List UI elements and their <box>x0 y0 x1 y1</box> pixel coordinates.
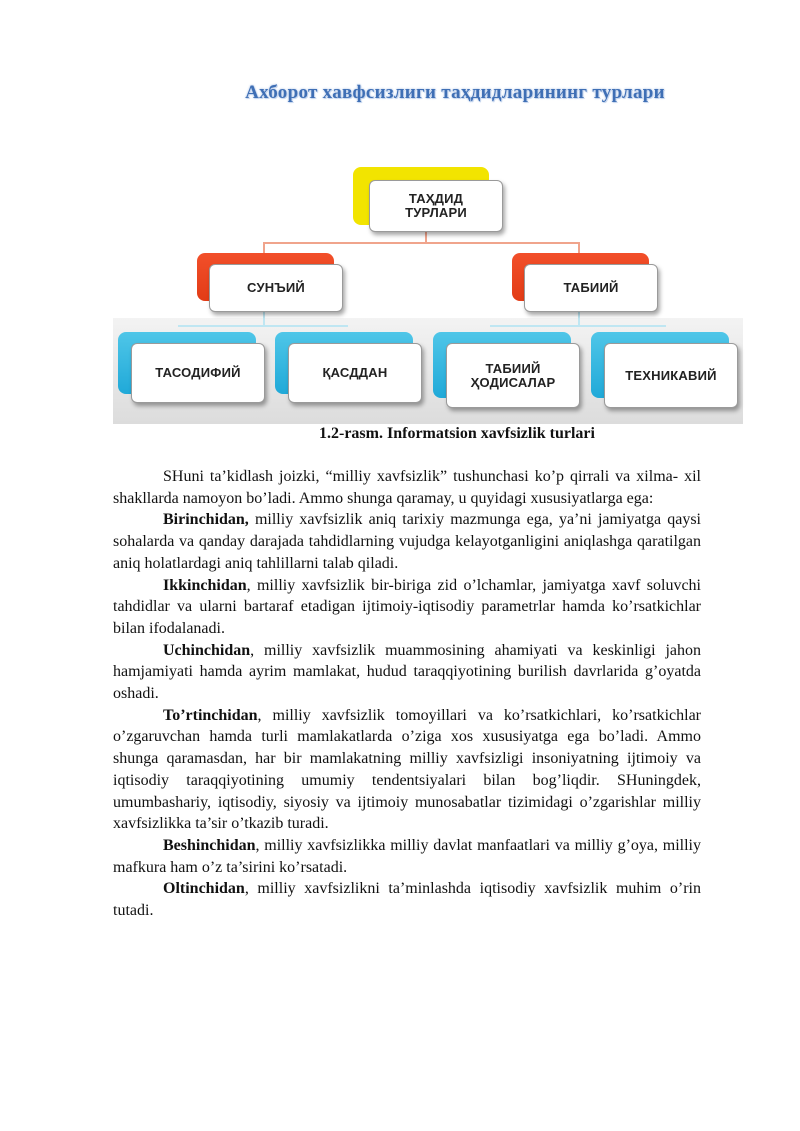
node-root-label: ТАҲДИД ТУРЛАРИ <box>369 180 503 232</box>
figure-caption: 1.2-rasm. Informatsion xavfsizlik turlari <box>319 425 595 442</box>
connector <box>578 312 580 326</box>
paragraph-text: milliy xavfsizlik aniq tarixiy mazmunga ega, ya’ni jamiyatga qaysi sohalarda va qanday darajada tahdidlarning vujudga kelayotganligini aniqlashga qaratilgan aniq holatlardagi aniq tahlillarni talab qiladi. <box>113 511 701 572</box>
connector <box>178 325 348 327</box>
figure-title: Ахборот хавфсизлиги таҳдидларининг турлари <box>245 82 665 103</box>
paragraph <box>113 705 701 835</box>
paragraph-text: , milliy xavfsizlik bir-biriga zid o’lchamlar, jamiyatga xavf soluvchi tahdidlar va ularni bartaraf etadigan ijtimoiy-iqtisodiy parametrlar hamda ko’rsatkichlar bilan ifodalanadi. <box>113 576 701 637</box>
node-intentional-label: ҚАСДДАН <box>288 343 422 403</box>
paragraph-lead: Oltinchidan <box>163 880 245 898</box>
connector <box>490 325 666 327</box>
body-text <box>113 466 701 922</box>
connector <box>263 242 580 244</box>
paragraph-text: , milliy xavfsizlik muammosining ahamiyati va keskinligi jahon hamjamiyati hamda ayrim mamlakat, hudud taraqqiyotining burilish davrlarida g’oyatda oshadi. <box>113 641 701 703</box>
paragraph-lead: Birinchidan, <box>163 511 249 529</box>
paragraph <box>113 878 701 921</box>
node-accidental-label: ТАСОДИФИЙ <box>131 343 265 403</box>
paragraph-text: , milliy xavfsizlik tomoyillari va ko’rsatkichlari, ko’rsatkichlar o’zgaruvchan hamda turli mamlakatlarda o’ziga xos xususiyatga ega bo’ladi. Ammo shunga qaramasdan, har bir mamlakatning milliy xavfsizligi insoniyatning ijtimoiy va iqtisodiy taraqqiyotining umumiy tendentsiyalari bilan bog’liqdir. SHuningdek, umumbashariy, iqtisodiy, siyosiy va ijtimoiy munosabatlar tizimidagi o’zgarishlar milliy xavfsizlikka ta’sir o’tkazib turadi. <box>113 706 701 833</box>
paragraph <box>113 509 701 574</box>
paragraph-lead: To’rtinchidan <box>163 706 258 724</box>
paragraph-lead: Beshinchidan <box>163 836 256 854</box>
paragraph-text: , milliy xavfsizlikka milliy davlat manfaatlari va milliy g’oya, milliy mafkura ham o’z ta’sirini ko’rsatadi. <box>113 836 701 876</box>
paragraph-lead: Uchinchidan <box>163 641 251 659</box>
paragraph-text: SHuni ta’kidlash joizki, “milliy xavfsizlik” tushunchasi ko’p qirrali va xilma- xil shakllarda namoyon bo’ladi. Ammo shunga qaramay, u quyidagi xususiyatlarga ega: <box>113 468 701 507</box>
node-natural-events-label: ТАБИИЙ ҲОДИСАЛАР <box>446 343 580 408</box>
paragraph <box>113 575 701 640</box>
paragraph-text: , milliy xavfsizlikni ta’minlashda iqtisodiy xavfsizlik muhim o’rin tutadi. <box>113 880 701 920</box>
paragraph <box>113 640 701 705</box>
paragraph <box>113 835 701 878</box>
paragraph <box>113 466 701 509</box>
node-natural-label: ТАБИИЙ <box>524 264 658 312</box>
node-artificial-label: СУНЪИЙ <box>209 264 343 312</box>
connector <box>263 312 265 326</box>
paragraph-lead: Ikkinchidan <box>163 576 247 594</box>
node-technical-label: ТЕХНИКАВИЙ <box>604 343 738 408</box>
